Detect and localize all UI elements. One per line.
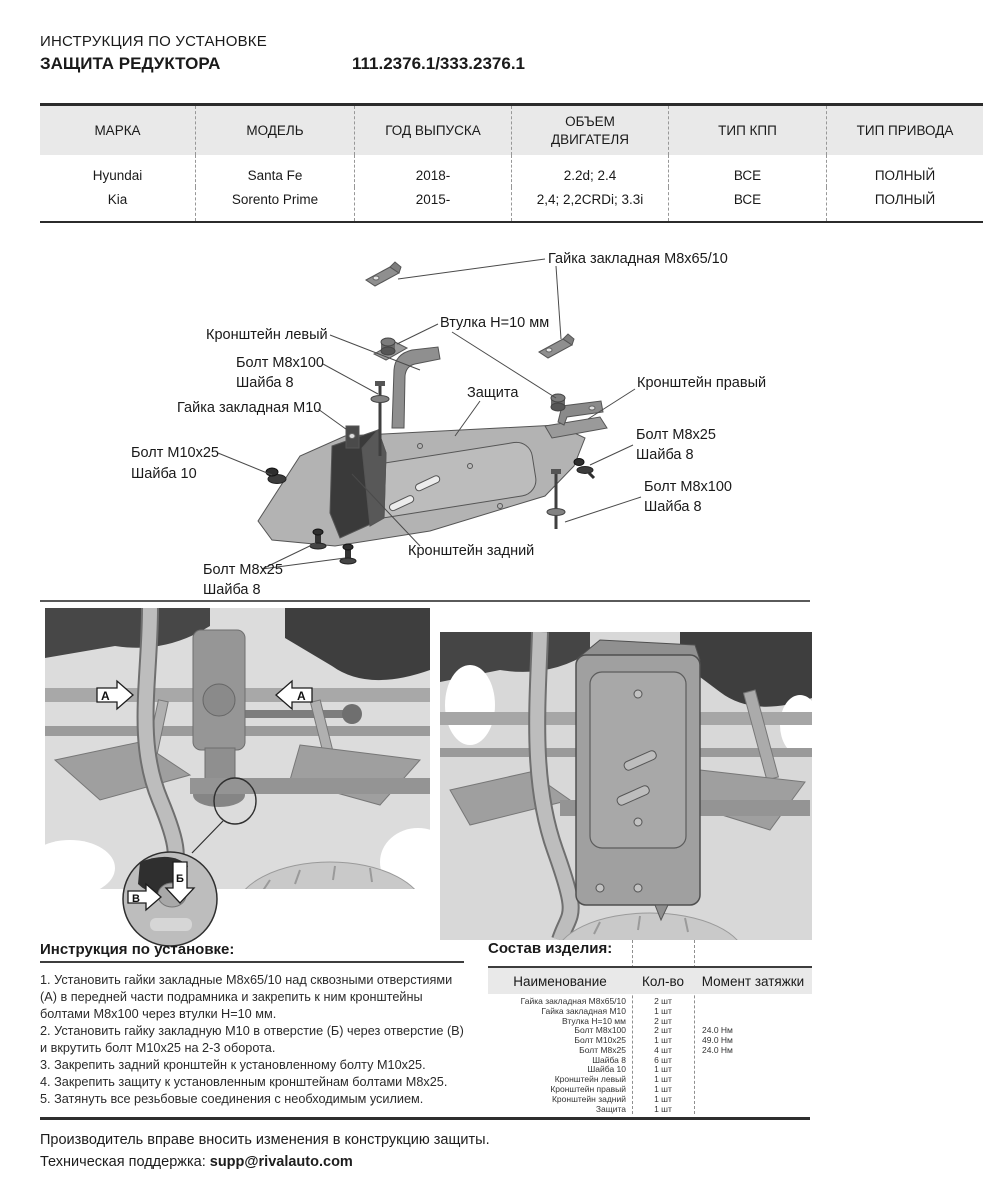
parts-row xyxy=(488,1104,812,1114)
label-guard: Защита xyxy=(467,385,519,401)
col-engine: ОБЪЕМ ДВИГАТЕЛЯ xyxy=(512,105,669,156)
col-gearbox: ТИП КПП xyxy=(669,105,827,156)
support-label: Техническая поддержка: xyxy=(40,1153,210,1170)
table-row xyxy=(40,187,983,222)
embedded-nut-plate-top xyxy=(366,262,401,286)
part-name: Кронштейн левый xyxy=(554,1074,626,1085)
part-qty: 1 шт xyxy=(654,1035,672,1046)
cell-model: Santa Fe xyxy=(196,155,355,187)
part-name: Гайка закладная М10 xyxy=(541,1005,626,1016)
part-torque: 49.0 Нм xyxy=(702,1035,733,1046)
label-bolt-m8x25-right-washer: Шайба 8 xyxy=(636,447,694,463)
parts-row xyxy=(488,1055,812,1065)
table-row xyxy=(40,155,983,187)
cell-year: 2018- xyxy=(355,155,512,187)
part-torque: 24.0 Нм xyxy=(702,1044,733,1055)
bolt-m8x25-bottom-2 xyxy=(340,544,356,564)
part-qty: 2 шт xyxy=(654,1015,672,1026)
parts-col-torque: Момент затяжки xyxy=(701,973,805,989)
part-name: Болт М8х100 xyxy=(574,1025,626,1036)
part-qty: 6 шт xyxy=(654,1054,672,1065)
col-year: ГОД ВЫПУСКА xyxy=(355,105,512,156)
vehicle-table-header xyxy=(40,105,983,156)
left-photo-subframe xyxy=(45,608,430,940)
parts-row xyxy=(488,1045,812,1055)
bolt-m10x25 xyxy=(266,468,286,484)
parts-list xyxy=(488,940,812,1114)
parts-row xyxy=(488,1074,812,1084)
parts-rows xyxy=(488,996,812,1114)
divider-rule xyxy=(40,600,810,602)
parts-header-row xyxy=(488,966,812,994)
parts-row xyxy=(488,996,812,1006)
exploded-diagram xyxy=(40,246,810,602)
cell-gearbox: ВСЕ xyxy=(669,155,827,187)
parts-row xyxy=(488,1035,812,1045)
parts-row xyxy=(488,1006,812,1016)
part-name: Болт М10х25 xyxy=(574,1035,626,1046)
support-line xyxy=(40,1152,810,1174)
guard-plate xyxy=(258,425,585,546)
label-bracket-right: Кронштейн правый xyxy=(637,375,767,391)
part-qty: 1 шт xyxy=(654,1005,672,1016)
label-bracket-left: Кронштейн левый xyxy=(206,327,328,343)
instruction-step: 4. Закрепить защиту к установленным кронштейнам болтами М8х25. xyxy=(40,1075,448,1090)
parts-row xyxy=(488,1084,812,1094)
cell-brand: Hyundai xyxy=(92,167,143,183)
label-bolt-m8x100-right: Болт М8х100 xyxy=(644,479,732,495)
label-bolt-m10x25: Болт М10х25 xyxy=(131,445,219,461)
part-qty: 1 шт xyxy=(654,1064,672,1075)
part-name: Болт М8х25 xyxy=(579,1044,626,1055)
label-bracket-rear: Кронштейн задний xyxy=(408,543,535,559)
parts-col-name: Наименование xyxy=(513,973,607,989)
part-name: Шайба 8 xyxy=(592,1054,626,1065)
arrow-label-a: А xyxy=(101,689,110,703)
label-embedded-nut-m10: Гайка закладная М10 xyxy=(177,400,322,416)
part-name: Шайба 10 xyxy=(587,1064,626,1075)
instruction-step: 1. Установить гайки закладные М8х65/10 над сквозными отверстиями (А) в передней части подрамника и закрепить к ним кронштейны болтами М8х100 через втулки Н=10 мм. xyxy=(40,973,453,1022)
instruction-step: 2. Установить гайку закладную М10 в отверстие (Б) через отверстие (В) и вкрутить болт М10х25 на 2-3 оборота. xyxy=(40,1024,464,1056)
arrow-label-b: Б xyxy=(176,873,184,885)
cell-engine: 2,4; 2,2CRDi; 3.3i xyxy=(512,187,669,222)
parts-row xyxy=(488,1016,812,1026)
label-bolt-m8x100-left-washer: Шайба 8 xyxy=(236,375,294,391)
col-brand: МАРКА xyxy=(40,105,196,156)
cell-brand: Kia xyxy=(107,191,128,207)
label-bolt-m8x25-right: Болт М8х25 xyxy=(636,427,716,443)
bushing-left xyxy=(381,338,395,355)
label-bolt-m8x25-bottom: Болт М8х25 xyxy=(203,562,283,578)
vehicle-table xyxy=(40,103,983,223)
instructions-title: Инструкция по установке: xyxy=(40,941,235,958)
cell-model: Sorento Prime xyxy=(196,187,355,222)
instruction-step: 5. Затянуть все резьбовые соединения с необходимым усилием. xyxy=(40,1092,424,1107)
footer xyxy=(40,1130,810,1174)
parts-col-qty: Кол-во xyxy=(642,973,684,989)
instructions-title-rule xyxy=(40,961,464,963)
installed-guard-plate xyxy=(576,640,700,920)
parts-row xyxy=(488,1094,812,1104)
bolt-m8x25-right xyxy=(574,459,594,479)
label-bolt-m8x100-left: Болт М8х100 xyxy=(236,355,324,371)
part-qty: 2 шт xyxy=(654,995,672,1006)
label-bolt-m8x100-right-washer: Шайба 8 xyxy=(644,499,702,515)
manufacturer-note: Производитель вправе вносить изменения в конструкцию защиты. xyxy=(40,1132,490,1148)
label-bushing: Втулка Н=10 мм xyxy=(440,315,550,331)
cell-year: 2015- xyxy=(355,187,512,222)
part-torque: 24.0 Нм xyxy=(702,1025,733,1036)
arrow-label-a: А xyxy=(297,689,306,703)
part-number: 111.2376.1/333.2376.1 xyxy=(352,54,526,73)
label-bolt-m10x25-washer: Шайба 10 xyxy=(131,466,197,482)
cell-gearbox: ВСЕ xyxy=(669,187,827,222)
part-qty: 1 шт xyxy=(654,1074,672,1085)
right-photo-installed xyxy=(440,632,812,940)
part-name: Кронштейн правый xyxy=(550,1084,626,1095)
part-qty: 1 шт xyxy=(654,1093,672,1104)
cell-drive: ПОЛНЫЙ xyxy=(827,155,983,187)
product-title: ЗАЩИТА РЕДУКТОРА xyxy=(40,54,221,73)
left-photo-scene xyxy=(25,608,456,962)
part-qty: 4 шт xyxy=(654,1044,672,1055)
arrow-label-v: В xyxy=(132,893,140,905)
cell-engine: 2.2d; 2.4 xyxy=(512,155,669,187)
footer-rule xyxy=(40,1117,810,1120)
part-qty: 2 шт xyxy=(654,1025,672,1036)
part-name: Гайка закладная М8х65/10 xyxy=(520,995,626,1006)
part-name: Кронштейн задний xyxy=(551,1093,626,1104)
part-qty: 1 шт xyxy=(654,1103,672,1114)
part-qty: 1 шт xyxy=(654,1084,672,1095)
parts-row xyxy=(488,1065,812,1075)
cell-drive: ПОЛНЫЙ xyxy=(827,187,983,222)
parts-row xyxy=(488,1025,812,1035)
label-embedded-nut-m8x65: Гайка закладная М8х65/10 xyxy=(548,251,728,267)
embedded-nut-m10 xyxy=(346,426,359,448)
installation-instructions xyxy=(40,941,472,1108)
header xyxy=(40,33,810,74)
parts-title: Состав изделия: xyxy=(488,940,613,957)
part-name: Втулка Н=10 мм xyxy=(562,1015,626,1026)
col-drive: ТИП ПРИВОДА xyxy=(827,105,983,156)
instruction-step: 3. Закрепить задний кронштейн к установленному болту М10х25. xyxy=(40,1058,426,1073)
label-bolt-m8x25-bottom-washer: Шайба 8 xyxy=(203,582,261,598)
support-email: supp@rivalauto.com xyxy=(209,1153,353,1170)
document-title: ИНСТРУКЦИЯ ПО УСТАНОВКЕ xyxy=(40,33,267,50)
part-name: Защита xyxy=(595,1103,626,1114)
embedded-nut-plate-mid xyxy=(539,334,574,358)
col-model: МОДЕЛЬ xyxy=(196,105,355,156)
